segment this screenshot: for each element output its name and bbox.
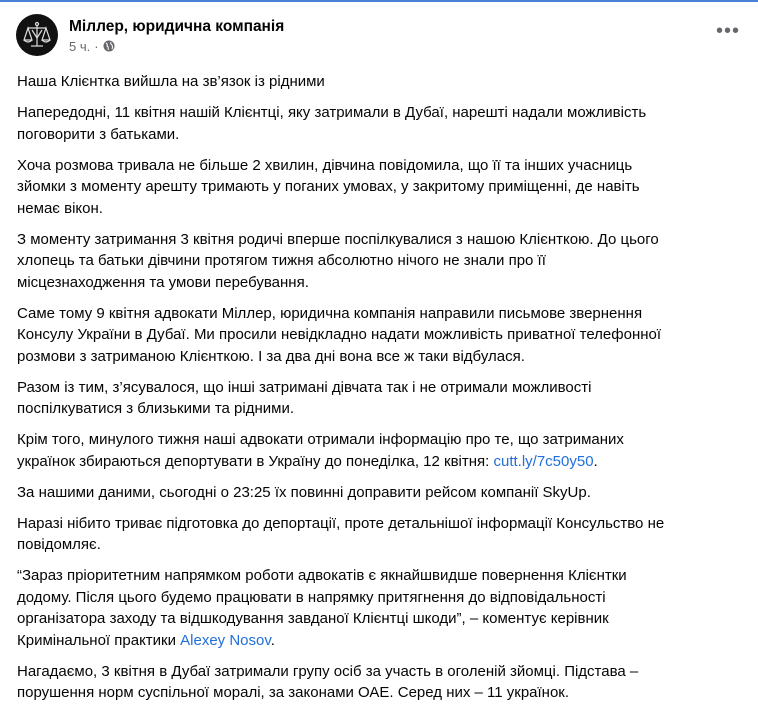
text-segment: Кримінальної практики (17, 631, 181, 649)
paragraph (17, 155, 742, 220)
paragraph (17, 513, 742, 556)
text-line: розмови з затриманою Клієнткою. І за два дні вона все ж таки відбулася. (17, 347, 525, 365)
text-line: Нагадаємо, 3 квітня в Дубаї затримали групу осіб за участь в оголеній зйомці. Підстава – (17, 662, 639, 680)
post-timestamp[interactable]: 5 ч. (69, 38, 91, 54)
text-line: зйомки з моменту арешту тримають у поганих умовах, у закритому приміщенні, де навіть (17, 178, 640, 195)
text-line: хлопець та батьки дівчини протягом тижня абсолютно нічого не знали про її (17, 252, 546, 269)
paragraph (17, 229, 742, 294)
paragraph (17, 303, 742, 368)
text-line: Наша Клієнтка вийшла на зв’язок із рідними (17, 73, 325, 90)
post-header (16, 14, 284, 56)
text-segment: . (593, 452, 598, 470)
text-line: Крім того, минулого тижня наші адвокати отримали інформацію про те, що затриманих (17, 431, 624, 448)
text-line: порушення норм суспільної моралі, за законами ОАЕ. Серед них – 11 українок. (17, 684, 570, 701)
text-line: Наразі нібито триває підготовка до депортації, проте детальнішої інформації Консульство не (17, 514, 665, 532)
paragraph (17, 377, 742, 420)
text-line: повідомляє. (17, 536, 101, 553)
text-line: З моменту затримання 3 квітня родичі вперше поспілкувалися з нашою Клієнткою. До цього (17, 230, 659, 248)
text-line: немає вікон. (17, 199, 103, 217)
text-line: поговорити з батьками. (17, 125, 180, 143)
text-line: Хоча розмова тривала не більше 2 хвилин, дівчина повідомила, що її та інших учасниць (17, 156, 633, 174)
text-line: організатора заходу та відшкодування завданої Клієнтці шкоди”, – коментує керівник (17, 610, 609, 627)
text-line: Напередодні, 11 квітня нашій Клієнтці, яку затримали в Дубаї, нарешті надали можливість (17, 104, 647, 121)
text-line: додому. Після цього будемо працювати в напрямку притягнення до відповідальності (17, 588, 606, 606)
text-segment: українок збираються депортувати в Україну до понеділка, 12 квітня: (17, 452, 494, 470)
more-options-button[interactable]: ••• (715, 20, 740, 42)
paragraph (17, 565, 742, 651)
post-text (17, 71, 742, 708)
scales-of-justice-logo (22, 20, 52, 50)
text-line: місцезнаходження та умови перебування. (17, 273, 309, 291)
external-link[interactable]: cutt.ly/7c50y50 (493, 452, 594, 470)
separator: · (94, 38, 99, 54)
paragraph (17, 102, 742, 145)
text-segment: . (270, 631, 275, 649)
text-line: Консулу України в Дубаї. Ми просили невідкладно надати можливість приватної телефонної (17, 326, 662, 343)
paragraph (17, 482, 742, 504)
globe-icon (103, 40, 115, 52)
text-line: Саме тому 9 квітня адвокати Міллер, юридична компанія направили письмове звернення (17, 304, 643, 322)
text-line: За нашими даними, сьогодні о 23:25 їх повинні доправити рейсом компанії SkyUp. (17, 483, 591, 501)
page-avatar[interactable] (16, 14, 58, 56)
text-line: Разом із тим, з’ясувалося, що інші затримані дівчата так і не отримали можливості (17, 378, 592, 396)
text-line: “Зараз пріоритетним напрямком роботи адвокатів є якнайшвидше повернення Клієнтки (17, 567, 627, 584)
page-name-link[interactable]: Міллер, юридична компанія (69, 17, 285, 35)
paragraph (17, 71, 742, 93)
paragraph (17, 429, 742, 472)
text-line (17, 630, 742, 652)
paragraph (17, 661, 742, 704)
text-line (17, 451, 742, 473)
text-line: поспілкуватися з близькими та рідними. (17, 400, 295, 417)
mention-link[interactable]: Alexey Nosov (180, 631, 271, 649)
